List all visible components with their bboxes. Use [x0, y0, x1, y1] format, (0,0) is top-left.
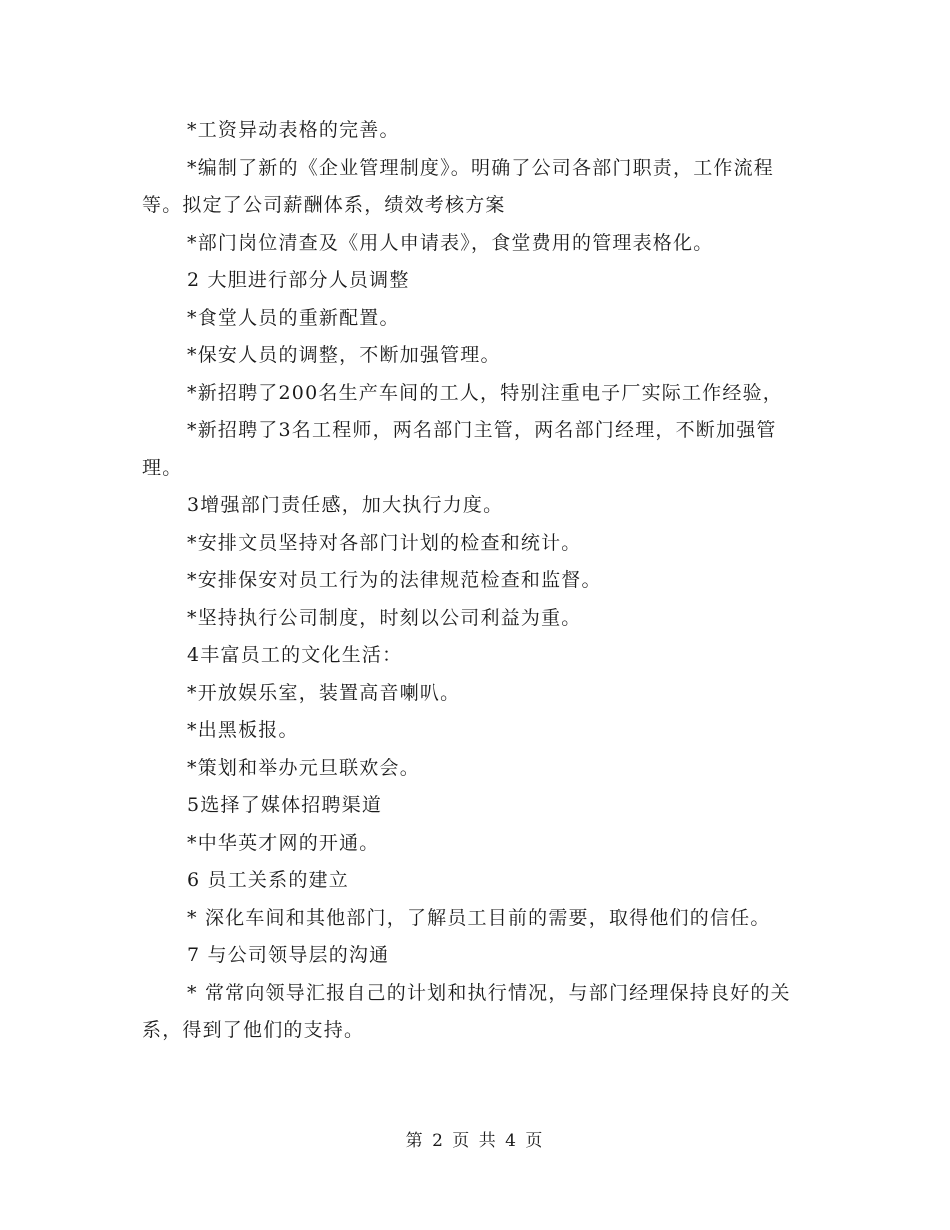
paragraph: * 常常向领导汇报自己的计划和执行情况，与部门经理保持良好的关系，得到了他们的支持。 [142, 981, 791, 1041]
page-number-footer: 第 2 页 共 4 页 [405, 1131, 545, 1151]
paragraph: *保安人员的调整，不断加强管理。 [187, 344, 501, 366]
paragraph: 3增强部门责任感，加大执行力度。 [187, 494, 504, 516]
paragraph: *开放娱乐室，装置高音喇叭。 [187, 681, 461, 704]
paragraph: 4丰富员工的文化生活： [187, 644, 403, 666]
paragraph: 6 员工关系的建立 [187, 869, 349, 891]
paragraph: *策划和举办元旦联欢会。 [187, 756, 420, 779]
paragraph: *安排文员坚持对各部门计划的检查和统计。 [187, 531, 582, 554]
paragraph: *新招聘了200名生产车间的工人，特别注重电子厂实际工作经验， [187, 381, 783, 404]
paragraph: *坚持执行公司制度，时刻以公司利益为重。 [187, 606, 582, 629]
paragraph: *编制了新的《企业管理制度》。明确了公司各部门职责，工作流程等。拟定了公司薪酬体系，绩效考核方案 [142, 156, 775, 216]
paragraph: * 深化车间和其他部门，了解员工目前的需要，取得他们的信任。 [187, 906, 771, 929]
paragraph: 7 与公司领导层的沟通 [187, 944, 390, 966]
paragraph: 5选择了媒体招聘渠道 [187, 794, 383, 816]
paragraph: *食堂人员的重新配置。 [187, 306, 400, 329]
paragraph: 2 大胆进行部分人员调整 [187, 269, 410, 291]
paragraph: *中华英才网的开通。 [187, 831, 380, 854]
paragraph: *新招聘了3名工程师，两名部门主管，两名部门经理，不断加强管理。 [142, 419, 777, 479]
document-body [142, 112, 810, 1050]
paragraph: *部门岗位清查及《用人申请表》，食堂费用的管理表格化。 [187, 231, 714, 254]
paragraph: *工资异动表格的完善。 [187, 119, 400, 141]
paragraph: *安排保安对员工行为的法律规范检查和监督。 [187, 569, 602, 591]
paragraph: *出黑板报。 [187, 719, 299, 741]
